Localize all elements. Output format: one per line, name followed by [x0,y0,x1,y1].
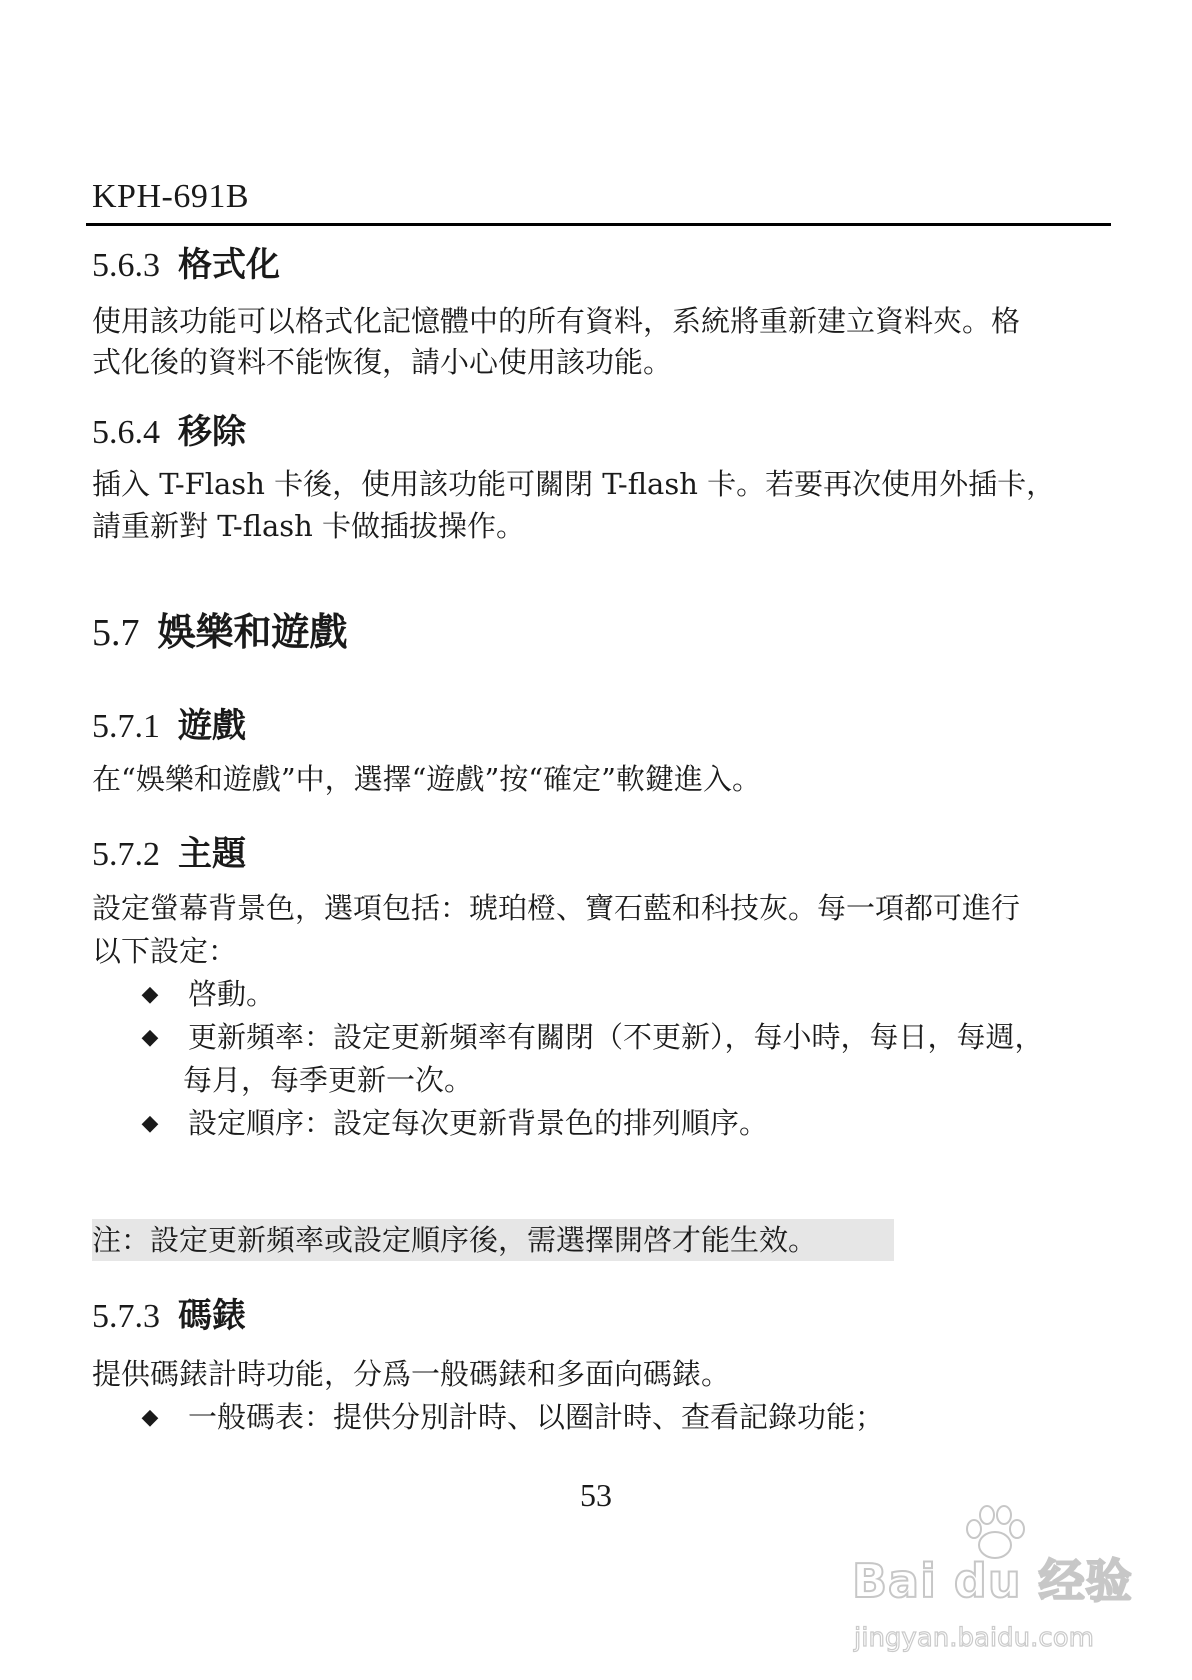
heading-5-6-4 [92,404,246,453]
list-item: ◆ 設定順序：設定每次更新背景色的排列順序。 [92,1102,768,1145]
section-title: 主題 [178,834,246,874]
list-item-continuation: 每月，每季更新一次。 [183,1063,474,1097]
section-title: 移除 [178,412,246,452]
section-number: 5.7 [92,612,140,654]
bullet-diamond-icon: ◆ [141,1111,159,1136]
section-number: 5.6.4 [92,414,160,451]
watermark [852,1505,1132,1665]
paragraph-5-7-1-line-1: 在“娛樂和遊戲”中，選擇“遊戲”按“確定”軟鍵進入。 [92,762,761,796]
section-title: 碼錶 [178,1296,246,1336]
section-number: 5.7.2 [92,836,160,873]
paragraph-5-6-3-line-2: 式化後的資料不能恢復，請小心使用該功能。 [92,345,673,379]
section-number: 5.7.3 [92,1298,160,1335]
heading-5-7-2 [92,826,246,875]
paragraph-5-6-3-line-1: 使用該功能可以格式化記憶體中的所有資料，系統將重新建立資料夾。格 [92,304,1021,338]
list-item: ◆ 一般碼表：提供分別計時、以圈計時、查看記錄功能； [92,1396,884,1439]
bullet-diamond-icon: ◆ [141,1405,159,1430]
header-rule [86,223,1111,226]
section-title: 格式化 [178,245,280,285]
paragraph-5-7-3-line-1: 提供碼錶計時功能，分爲一般碼錶和多面向碼錶。 [92,1357,731,1391]
section-title: 遊戲 [178,706,246,746]
paragraph-5-6-4-line-1: 插入 T-Flash 卡後，使用該功能可關閉 T-flash 卡。若要再次使用外插卡， [92,467,1056,501]
bullet-diamond-icon: ◆ [141,982,159,1007]
heading-5-7-3 [92,1288,246,1337]
heading-5-6-3 [92,237,280,286]
paragraph-5-6-4-line-2: 請重新對 T-flash 卡做插拔操作。 [92,509,526,543]
note-highlight: 注：設定更新頻率或設定順序後，需選擇開啓才能生效。 [92,1219,894,1261]
heading-5-7 [92,601,348,656]
section-number: 5.6.3 [92,247,160,284]
page-number: 53 [580,1477,612,1513]
bullet-diamond-icon: ◆ [141,1025,159,1050]
paragraph-5-7-2-line-1: 設定螢幕背景色，選項包括：琥珀橙、寶石藍和科技灰。每一項都可進行 [92,891,1021,925]
page-header-model: KPH-691B [92,178,250,215]
watermark-brand: Bai du 经验 [852,1554,1133,1608]
watermark-url: jingyan.baidu.com [854,1623,1094,1653]
paragraph-5-7-2-line-2: 以下設定： [92,934,238,968]
section-number: 5.7.1 [92,708,160,745]
list-item: ◆ 更新頻率：設定更新頻率有關閉（不更新），每小時，每日，每週， [92,1016,1044,1059]
heading-5-7-1 [92,698,246,747]
section-title: 娛樂和遊戲 [157,609,348,654]
list-item: ◆ 啓動。 [92,973,275,1016]
